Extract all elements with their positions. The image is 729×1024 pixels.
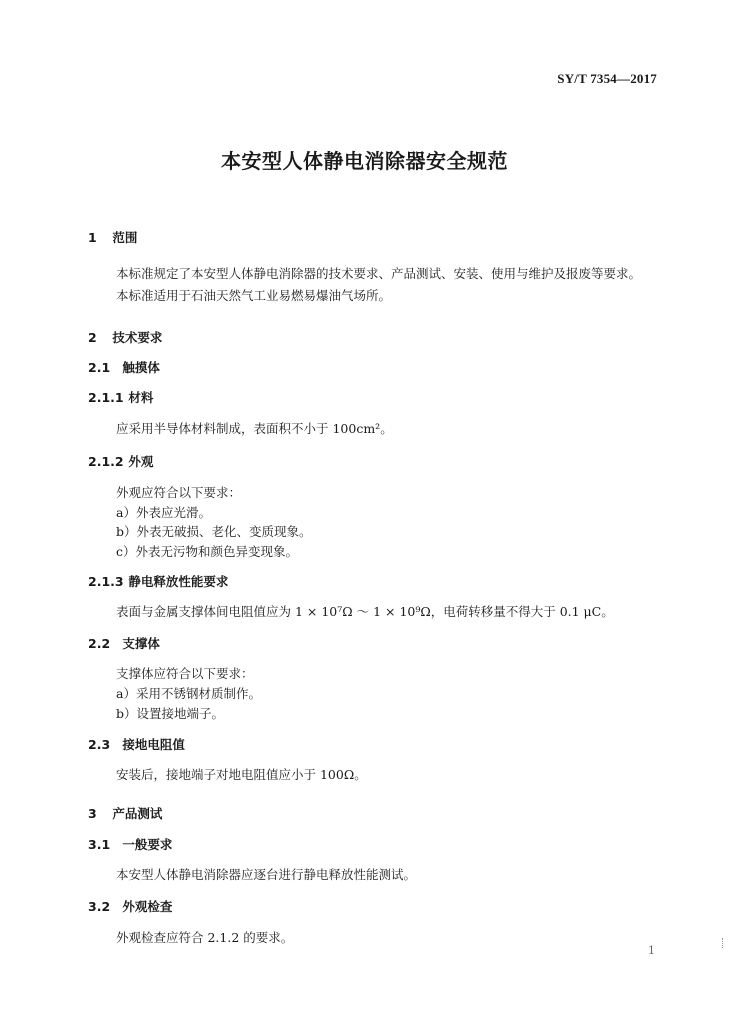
section-3-2-heading <box>88 897 172 915</box>
section-number: 3.2 <box>88 899 111 914</box>
section-2-3-paragraph: 安装后，接地端子对地电阻值应小于 100Ω。 <box>116 767 367 782</box>
section-title: 产品测试 <box>112 806 163 821</box>
list-item: a）外表应光滑。 <box>116 505 211 520</box>
section-3-1-paragraph: 本安型人体静电消除器应逐台进行静电释放性能测试。 <box>116 867 417 882</box>
list-item: b）外表无破损、老化、变质现象。 <box>116 524 312 539</box>
section-2-3-heading <box>88 735 185 753</box>
section-number: 2.1.2 <box>88 454 124 469</box>
section-title: 外观检查 <box>122 899 173 914</box>
section-title: 支撑体 <box>122 636 160 651</box>
section-title: 静电释放性能要求 <box>128 574 229 589</box>
section-2-1-1-paragraph: 应采用半导体材料制成，表面积不小于 100cm²。 <box>116 421 393 436</box>
section-number: 3 <box>88 806 97 821</box>
section-title: 触摸体 <box>122 360 160 375</box>
page-number: 1 <box>648 944 655 957</box>
section-2-1-heading <box>88 358 160 376</box>
section-2-2-heading <box>88 634 160 652</box>
section-3-heading <box>88 804 162 822</box>
section-2-1-3-heading <box>88 572 228 590</box>
section-number: 2.3 <box>88 737 111 752</box>
section-title: 技术要求 <box>112 330 163 345</box>
section-1-heading <box>88 228 137 246</box>
section-1-paragraph-2: 本标准适用于石油天然气工业易燃易爆油气场所。 <box>116 288 392 303</box>
section-number: 3.1 <box>88 837 111 852</box>
section-number: 1 <box>88 230 97 245</box>
section-2-heading <box>88 328 162 346</box>
section-3-1-heading <box>88 835 172 853</box>
section-1-paragraph-1: 本标准规定了本安型人体静电消除器的技术要求、产品测试、安装、使用与维护及报废等要求。 <box>116 266 642 281</box>
section-2-1-2-heading <box>88 452 153 470</box>
scan-edge-mark <box>722 938 725 948</box>
list-item: c）外表无污物和颜色异变现象。 <box>116 544 299 559</box>
standard-code: SY/T 7354—2017 <box>557 71 657 86</box>
document-title: 本安型人体静电消除器安全规范 <box>221 149 508 173</box>
section-2-1-3-paragraph: 表面与金属支撑体间电阻值应为 1 × 10⁷Ω ～ 1 × 10⁹Ω，电荷转移量不得大于 0.1 μC。 <box>116 604 614 619</box>
section-number: 2.2 <box>88 636 111 651</box>
section-number: 2.1.3 <box>88 574 124 589</box>
section-3-2-paragraph: 外观检查应符合 2.1.2 的要求。 <box>116 930 294 945</box>
section-title: 外观 <box>128 454 154 469</box>
section-number: 2.1.1 <box>88 390 124 405</box>
section-title: 一般要求 <box>122 837 173 852</box>
section-2-2-intro: 支撑体应符合以下要求： <box>116 666 254 681</box>
list-item: b）设置接地端子。 <box>116 706 225 721</box>
section-title: 材料 <box>128 390 154 405</box>
section-number: 2.1 <box>88 360 111 375</box>
section-2-1-1-heading <box>88 388 153 406</box>
section-2-1-2-intro: 外观应符合以下要求： <box>116 485 242 500</box>
section-title: 范围 <box>112 230 138 245</box>
section-title: 接地电阻值 <box>122 737 185 752</box>
list-item: a）采用不锈钢材质制作。 <box>116 686 261 701</box>
section-number: 2 <box>88 330 97 345</box>
